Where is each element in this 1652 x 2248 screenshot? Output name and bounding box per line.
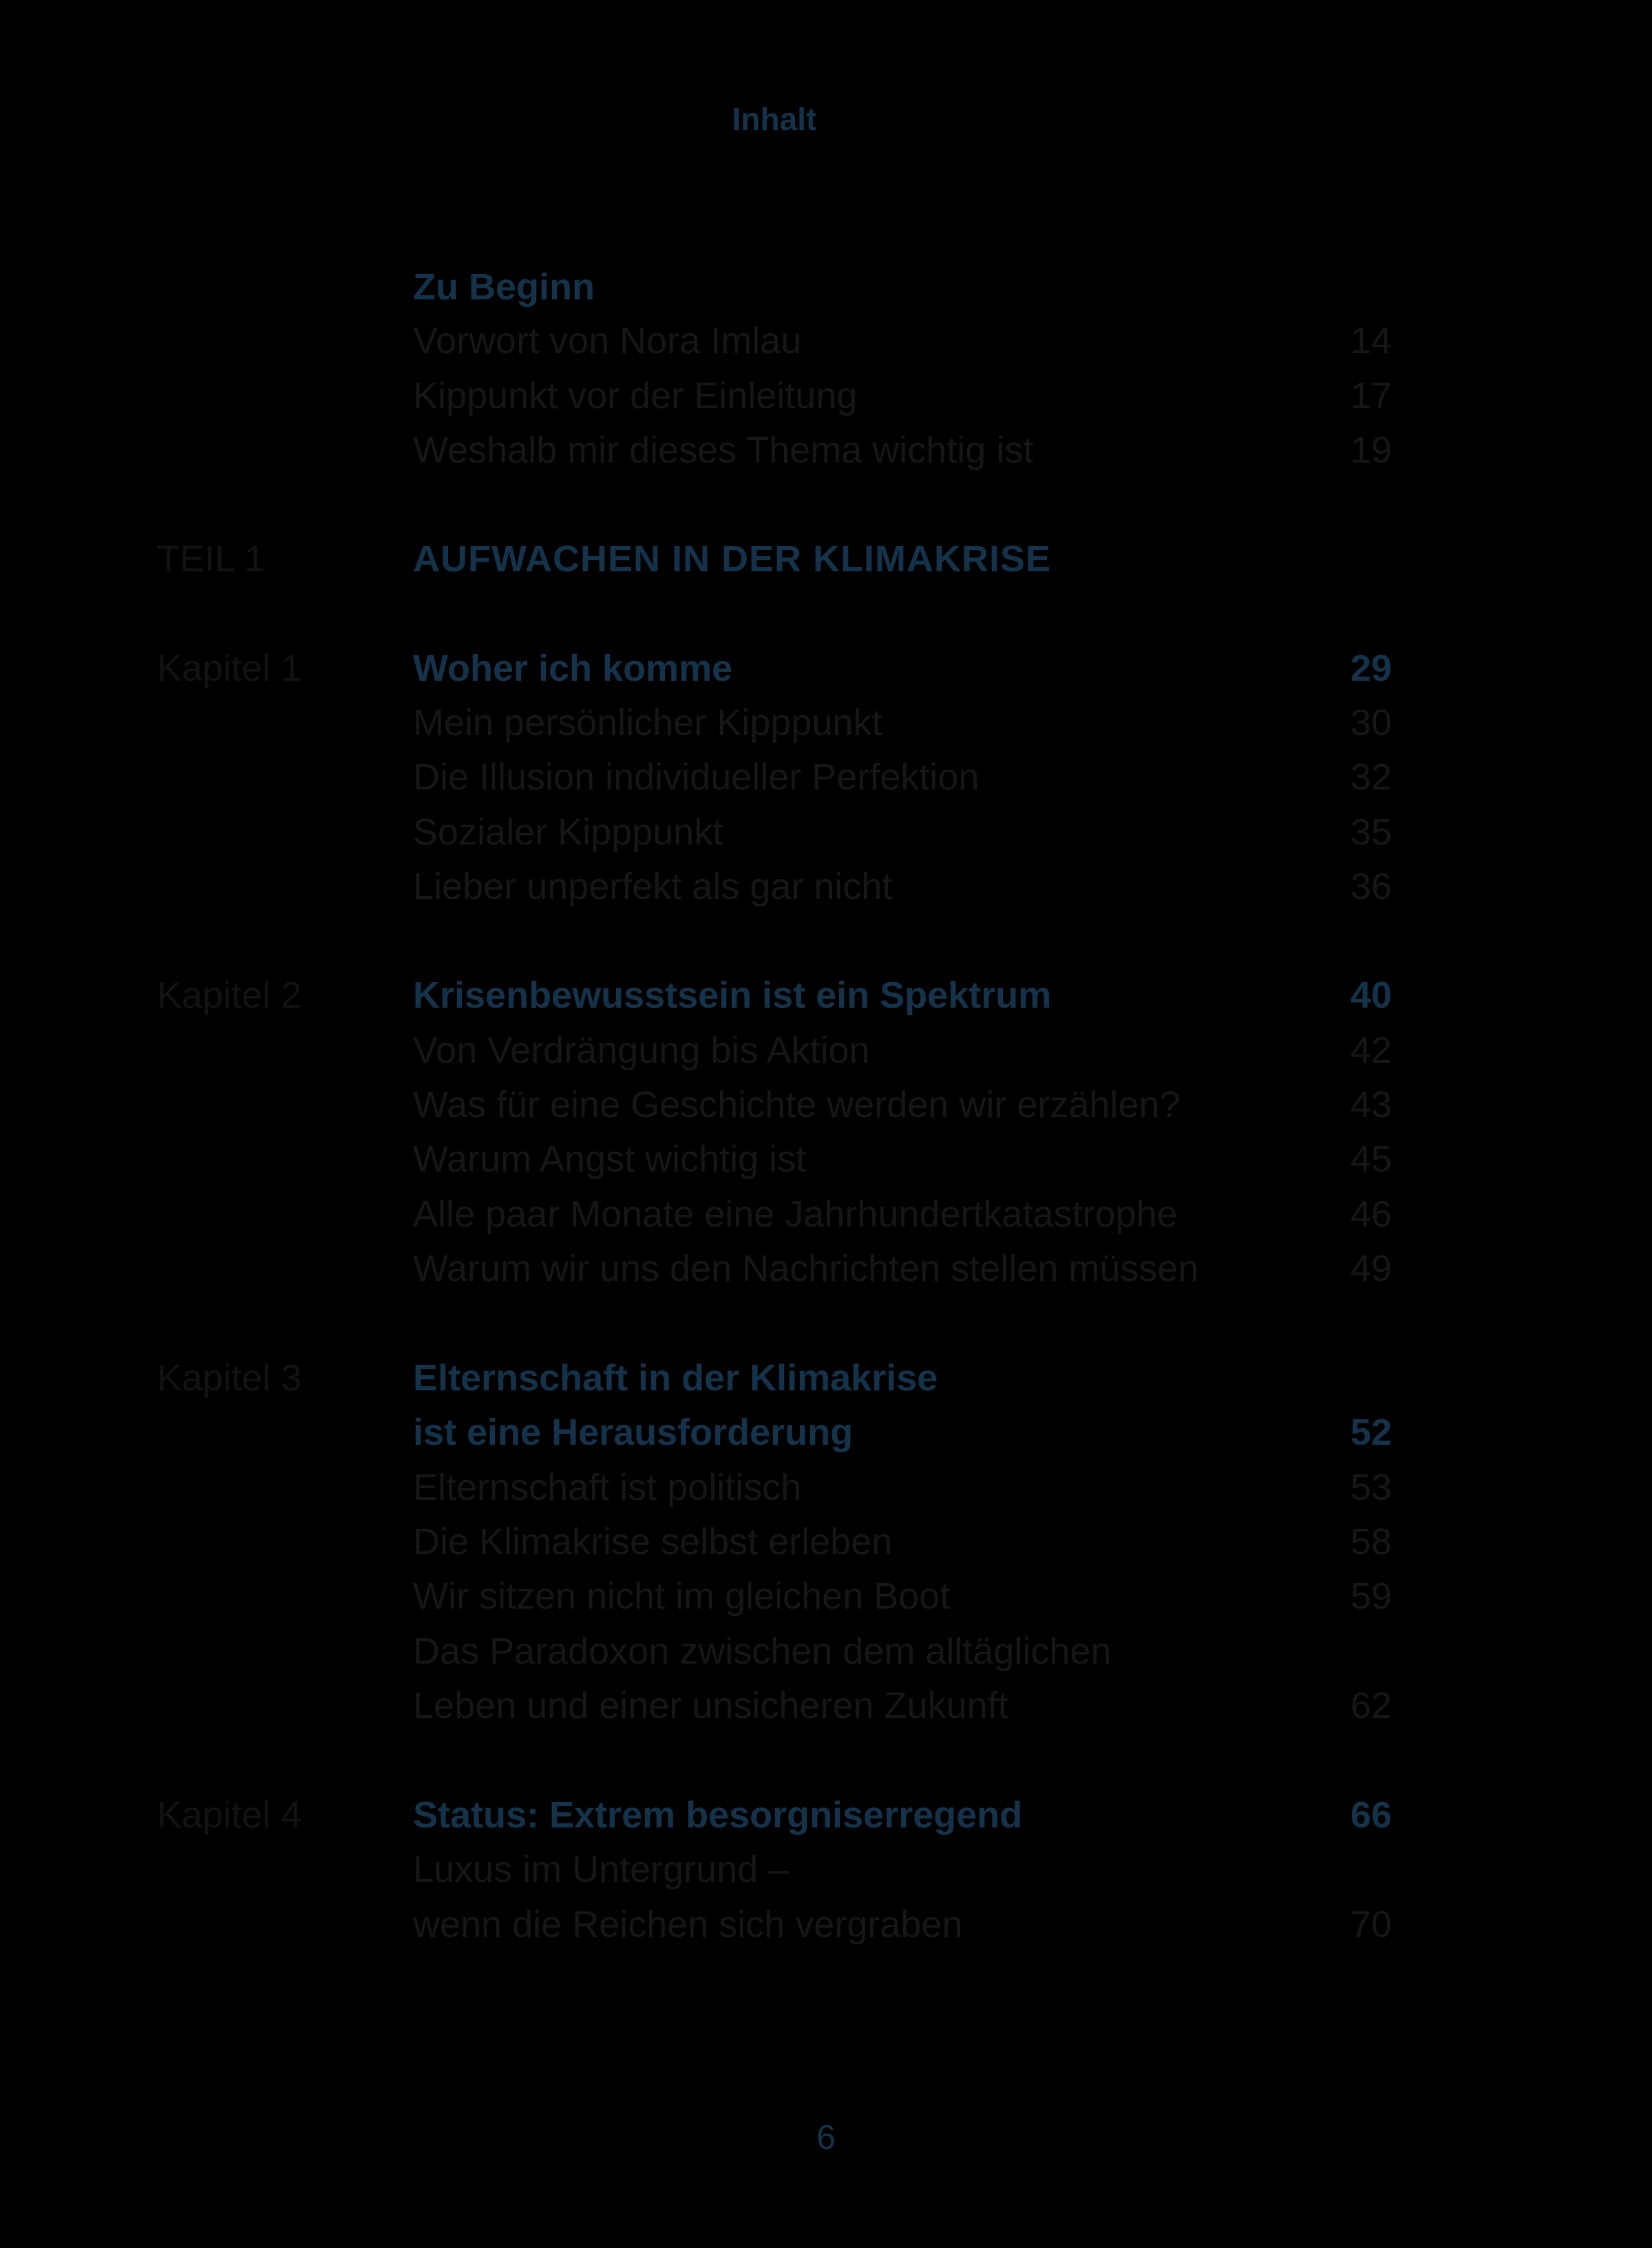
toc-row [0,859,1652,914]
toc-row [0,368,1652,423]
toc-row [0,1514,1652,1569]
toc-title: Krisenbewusstsein ist ein Spektrum [413,975,1052,1016]
toc-page: 49 [1350,1248,1392,1289]
toc-row [0,1678,1652,1733]
toc-title: Woher ich komme [413,648,733,689]
toc-page: 62 [1350,1685,1392,1726]
toc-page: 53 [1350,1467,1392,1508]
toc-row [0,1187,1652,1242]
toc-page: 17 [1350,375,1392,416]
toc-label: Kapitel 2 [157,975,302,1016]
toc-page: 14 [1350,320,1392,361]
toc-page: 58 [1350,1521,1392,1562]
toc-row [0,1788,1652,1843]
toc-label: Kapitel 3 [157,1357,302,1399]
toc-label: Kapitel 4 [157,1794,302,1836]
toc-row [0,1077,1652,1132]
toc-title: ist eine Herausforderung [413,1412,854,1453]
toc-row [0,1624,1652,1679]
page-number: 6 [816,2118,836,2156]
toc-row [0,750,1652,805]
toc-title: Was für eine Geschichte werden wir erzählen? [413,1084,1180,1125]
toc-title: Von Verdrängung bis Aktion [413,1030,870,1071]
toc-row [0,1405,1652,1460]
toc-title: AUFWACHEN IN DER KLIMAKRISE [413,538,1051,580]
toc-page: 35 [1350,812,1392,853]
toc-title: Die Illusion individueller Perfektion [413,756,979,798]
toc-row [0,1897,1652,1952]
toc-row [0,1569,1652,1624]
toc-row [0,1842,1652,1897]
toc-row [0,968,1652,1023]
toc-page: 19 [1350,430,1392,471]
toc-label: TEIL 1 [157,538,266,580]
toc-title: Die Klimakrise selbst erleben [413,1521,893,1562]
toc-page: 46 [1350,1194,1392,1235]
toc-row [0,1241,1652,1296]
toc-row [0,423,1652,478]
toc-title: Lieber unperfekt als gar nicht [413,866,893,907]
toc-page: 30 [1350,702,1392,743]
toc-title: Mein persönlicher Kipppunkt [413,702,882,743]
page-title: Inhalt [732,101,817,137]
toc-title: Kippunkt vor der Einleitung [413,375,858,416]
toc-row [0,1132,1652,1187]
toc-title: Warum Angst wichtig ist [413,1138,807,1180]
toc-page: 32 [1350,756,1392,798]
toc-title: Alle paar Monate eine Jahrhundertkatastrophe [413,1194,1178,1235]
toc-title: Status: Extrem besorgniserregend [413,1794,1023,1836]
toc-title: Zu Beginn [413,266,595,308]
toc-page: 52 [1350,1412,1392,1453]
toc-page: 70 [1350,1904,1392,1945]
toc-title: Vorwort von Nora Imlau [413,320,802,361]
toc-title: Leben und einer unsicheren Zukunft [413,1685,1008,1726]
toc-title: Elternschaft in der Klimakrise [413,1357,938,1399]
toc-row [0,1023,1652,1078]
toc-page: 36 [1350,866,1392,907]
toc-title: Weshalb mir dieses Thema wichtig ist [413,430,1034,471]
toc-row [0,641,1652,696]
toc-title: Wir sitzen nicht im gleichen Boot [413,1576,951,1617]
toc-title: Elternschaft ist politisch [413,1467,802,1508]
toc-part-row [0,531,1652,586]
toc-page: 43 [1350,1084,1392,1125]
toc-page: 42 [1350,1030,1392,1071]
toc-page: 59 [1350,1576,1392,1617]
toc-title: Luxus im Untergrund – [413,1849,790,1890]
toc-row [0,805,1652,860]
toc-title: wenn die Reichen sich vergraben [413,1904,963,1945]
toc-row [0,1350,1652,1406]
toc-label: Kapitel 1 [157,648,302,689]
toc-page: 66 [1350,1794,1392,1836]
toc-page: 40 [1350,975,1392,1016]
toc-page: 45 [1350,1138,1392,1180]
toc-row [0,1460,1652,1515]
toc-title: Warum wir uns den Nachrichten stellen müssen [413,1248,1199,1289]
toc-row [0,313,1652,368]
toc-row [0,259,1652,315]
toc-row [0,695,1652,750]
toc-page: 29 [1350,648,1392,689]
toc-title: Das Paradoxon zwischen dem alltäglichen [413,1631,1112,1672]
toc-title: Sozialer Kipppunkt [413,812,723,853]
